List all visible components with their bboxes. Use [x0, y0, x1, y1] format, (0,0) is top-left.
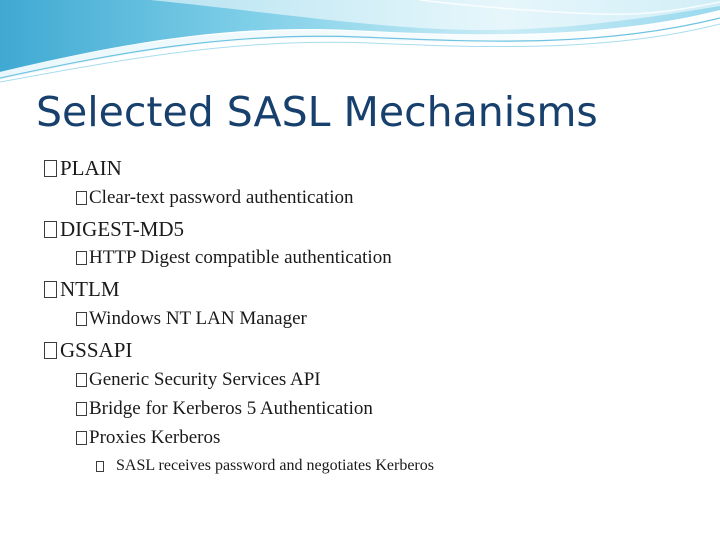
bullet-item [44, 156, 122, 181]
sub-bullet-item [76, 247, 392, 269]
sub-sub-bullet-label: SASL receives password and negotiates Kerberos [116, 457, 434, 474]
bullet-label: DIGEST-MD5 [60, 217, 185, 241]
bullet-item [44, 338, 132, 363]
sub-bullet-item [76, 427, 220, 449]
slide-title: Selected SASL Mechanisms [36, 88, 598, 136]
bullet-item [44, 277, 120, 302]
sub-bullet-item [76, 187, 353, 209]
sub-bullet-item [76, 398, 373, 420]
square-bullet-icon [44, 281, 57, 298]
sub-bullet-label: Clear-text password authentication [89, 187, 354, 208]
sub-sub-bullet-item [96, 457, 434, 475]
sub-bullet-item [76, 308, 307, 330]
sub-bullet-label: Proxies Kerberos [89, 427, 221, 448]
sub-bullet-label: Bridge for Kerberos 5 Authentication [89, 398, 373, 419]
square-bullet-icon [76, 431, 87, 445]
sub-bullet-item [76, 369, 321, 391]
bullet-label: PLAIN [60, 156, 122, 180]
square-bullet-icon [76, 312, 87, 326]
square-bullet-icon [96, 461, 104, 472]
square-bullet-icon [76, 402, 87, 416]
sub-bullet-label: Generic Security Services API [89, 369, 321, 390]
square-bullet-icon [44, 221, 57, 238]
bullet-label: NTLM [60, 277, 120, 301]
bullet-item [44, 217, 184, 242]
square-bullet-icon [44, 160, 57, 177]
square-bullet-icon [76, 251, 87, 265]
square-bullet-icon [76, 191, 87, 205]
square-bullet-icon [44, 342, 57, 359]
square-bullet-icon [76, 373, 87, 387]
sub-bullet-label: HTTP Digest compatible authentication [89, 247, 392, 268]
sub-bullet-label: Windows NT LAN Manager [89, 308, 307, 329]
header-wave-decoration [0, 0, 720, 90]
bullet-label: GSSAPI [60, 338, 133, 362]
